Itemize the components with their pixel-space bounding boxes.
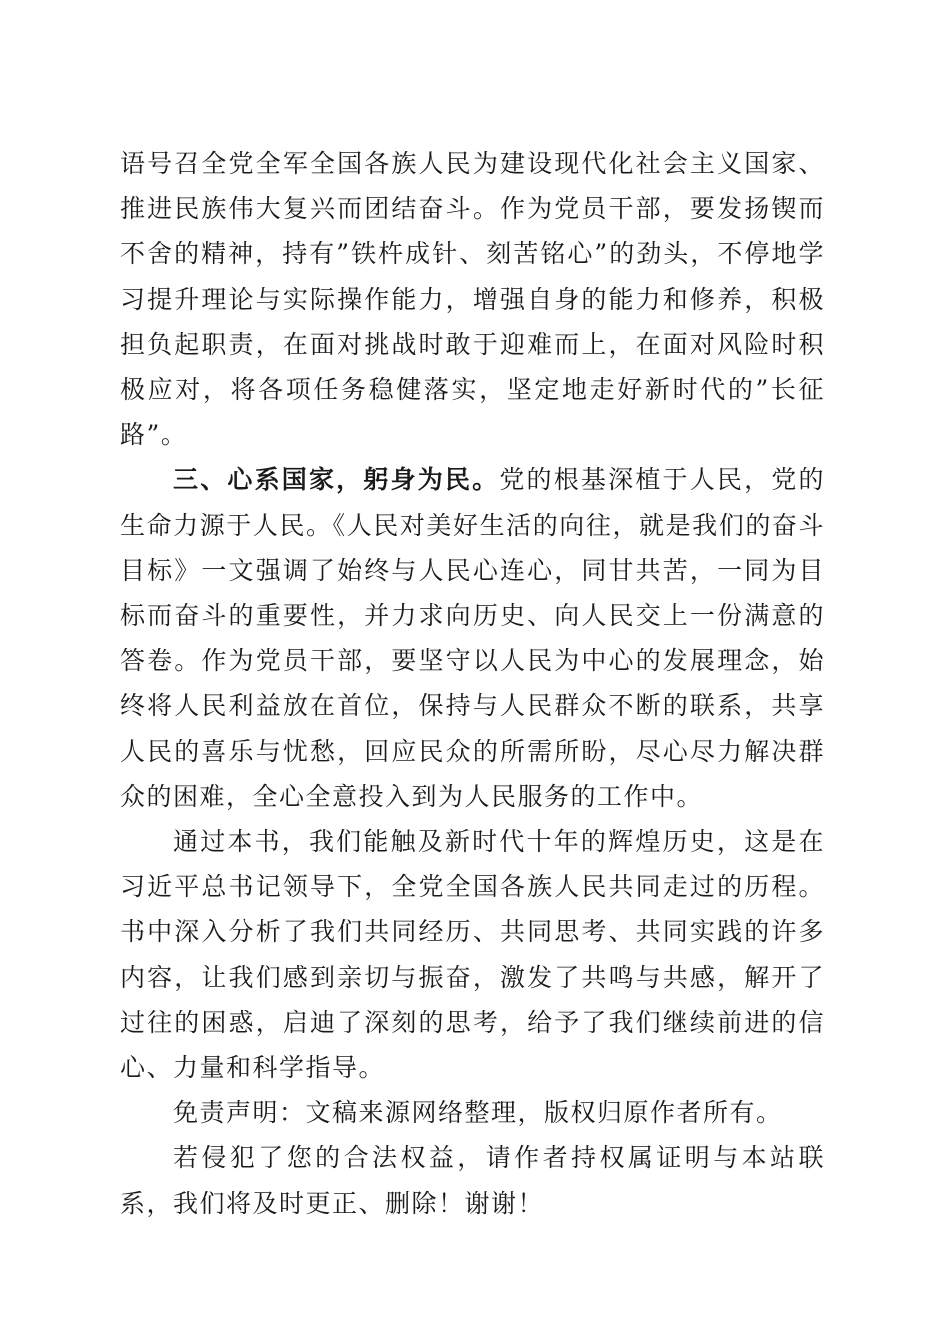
paragraph-text: 语号召全党全军全国各族人民为建设现代化社会主义国家、推进民族伟大复兴而团结奋斗。作为党员干部，要发扬锲而不舍的精神，持有”铁杵成针、刻苦铭心”的劲头，不停地学习提升理论与实际操作能力，增强自身的能力和修养，积极担负起职责，在面对挑战时敢于迎难而上，在面对风险时积极应对，将各项任务稳健落实，坚定地走好新时代的”长征路”。 (120, 149, 825, 450)
document-body (120, 141, 825, 1226)
contact-notice (120, 1135, 825, 1225)
paragraph-section-three (120, 457, 825, 819)
paragraph-text: 党的根基深植于人民，党的生命力源于人民。《人民对美好生活的向往，就是我们的奋斗目标》一文强调了始终与人民心连心，同甘共苦，一同为目标而奋斗的重要性，并力求向历史、向人民交上一份满意的答卷。作为党员干部，要坚守以人民为中心的发展理念，始终将人民利益放在首位，保持与人民群众不断的联系，共享人民的喜乐与忧愁，回应民众的所需所盼，尽心尽力解决群众的困难，全心全意投入到为人民服务的工作中。 (120, 465, 825, 811)
paragraph-continuation (120, 141, 825, 457)
paragraph-text: 通过本书，我们能触及新时代十年的辉煌历史，这是在习近平总书记领导下，全党全国各族人民共同走过的历程。书中深入分析了我们共同经历、共同思考、共同实践的许多内容，让我们感到亲切与振奋，激发了共鸣与共感，解开了过往的困惑，启迪了深刻的思考，给予了我们继续前进的信心、力量和科学指导。 (120, 827, 825, 1083)
section-heading: 三、心系国家，躬身为民。 (173, 465, 500, 495)
paragraph-text: 若侵犯了您的合法权益，请作者持权属证明与本站联系，我们将及时更正、删除！谢谢！ (120, 1143, 825, 1218)
paragraph-text: 免责声明：文稿来源网络整理，版权归原作者所有。 (173, 1098, 783, 1128)
disclaimer-line (120, 1090, 825, 1135)
paragraph-book-summary (120, 819, 825, 1090)
